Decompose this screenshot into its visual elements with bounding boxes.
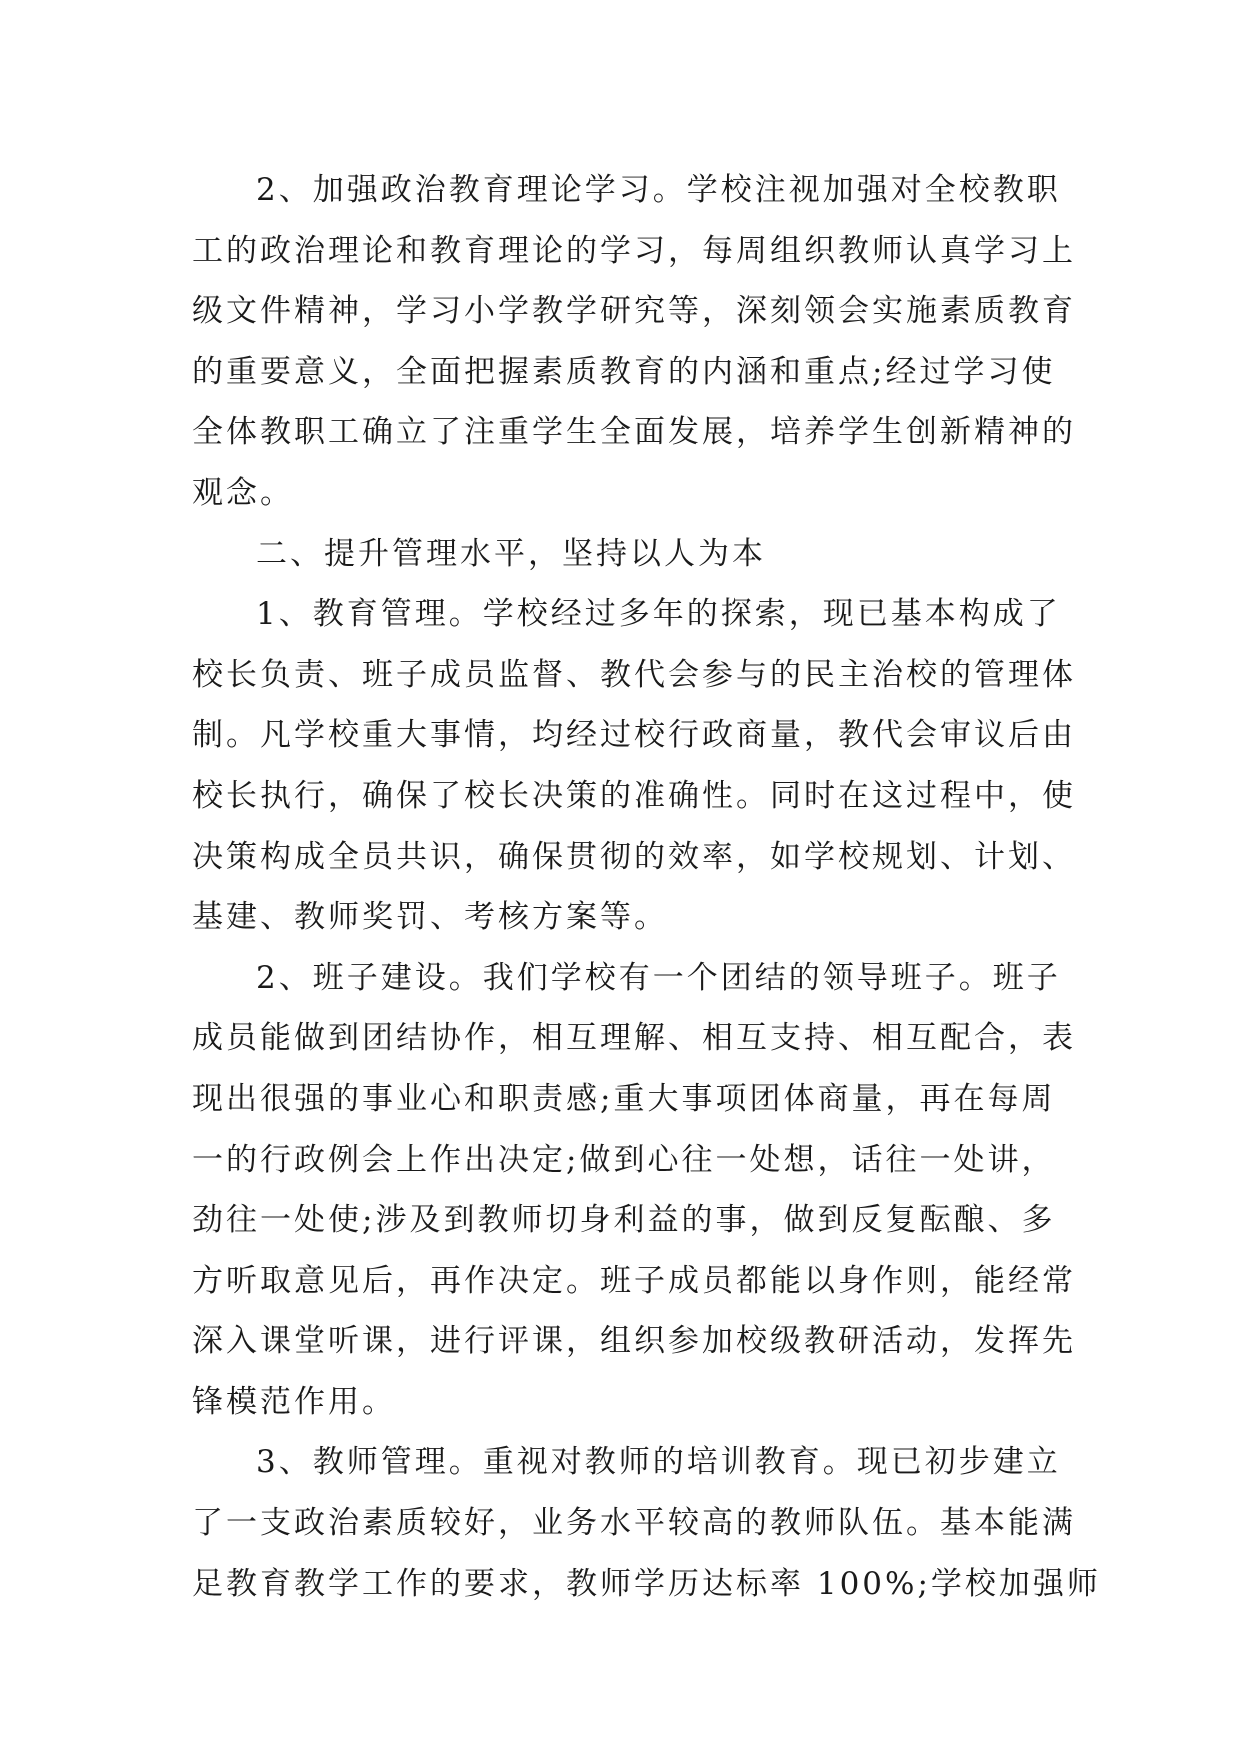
text-line: 校长执行，确保了校长决策的准确性。同时在这过程中，使 xyxy=(192,777,1076,814)
text-line: 了一支政治素质较好，业务水平较高的教师队伍。基本能满 xyxy=(192,1505,1076,1542)
text-line: 全体教职工确立了注重学生全面发展，培养学生创新精神的 xyxy=(192,414,1076,451)
text-line: 一的行政例会上作出决定;做到心往一处想，话往一处讲， xyxy=(192,1141,1056,1178)
text-line: 的重要意义，全面把握素质教育的内涵和重点;经过学习使 xyxy=(192,353,1056,390)
text-line: 工的政治理论和教育理论的学习，每周组织教师认真学习上 xyxy=(192,232,1076,269)
text-line: 2、班子建设。我们学校有一个团结的领导班子。班子 xyxy=(256,959,1061,996)
text-line: 方听取意见后，再作决定。班子成员都能以身作则，能经常 xyxy=(192,1262,1076,1299)
text-line: 3、教师管理。重视对教师的培训教育。现已初步建立 xyxy=(256,1444,1061,1481)
text-line: 劲往一处使;涉及到教师切身利益的事，做到反复酝酿、多 xyxy=(192,1202,1056,1239)
text-line: 足教育教学工作的要求，教师学历达标率 100%;学校加强师 xyxy=(192,1565,1101,1602)
text-line: 级文件精神，学习小学教学研究等，深刻领会实施素质教育 xyxy=(192,293,1076,330)
text-line: 观念。 xyxy=(192,474,294,511)
text-line: 制。凡学校重大事情，均经过校行政商量，教代会审议后由 xyxy=(192,717,1076,754)
text-line: 基建、教师奖罚、考核方案等。 xyxy=(192,899,668,936)
text-line: 校长负责、班子成员监督、教代会参与的民主治校的管理体 xyxy=(192,656,1076,693)
section-heading: 二、提升管理水平，坚持以人为本 xyxy=(256,535,766,572)
text-line: 现出很强的事业心和职责感;重大事项团体商量，再在每周 xyxy=(192,1080,1056,1117)
text-line: 成员能做到团结协作，相互理解、相互支持、相互配合，表 xyxy=(192,1020,1076,1057)
text-line: 深入课堂听课，进行评课，组织参加校级教研活动，发挥先 xyxy=(192,1323,1076,1360)
text-line: 决策构成全员共识，确保贯彻的效率，如学校规划、计划、 xyxy=(192,838,1076,875)
text-line: 锋模范作用。 xyxy=(192,1383,396,1420)
text-line: 2、加强政治教育理论学习。学校注视加强对全校教职 xyxy=(256,172,1061,208)
text-line: 1、教育管理。学校经过多年的探索，现已基本构成了 xyxy=(256,596,1061,633)
body-text xyxy=(192,160,1101,1614)
